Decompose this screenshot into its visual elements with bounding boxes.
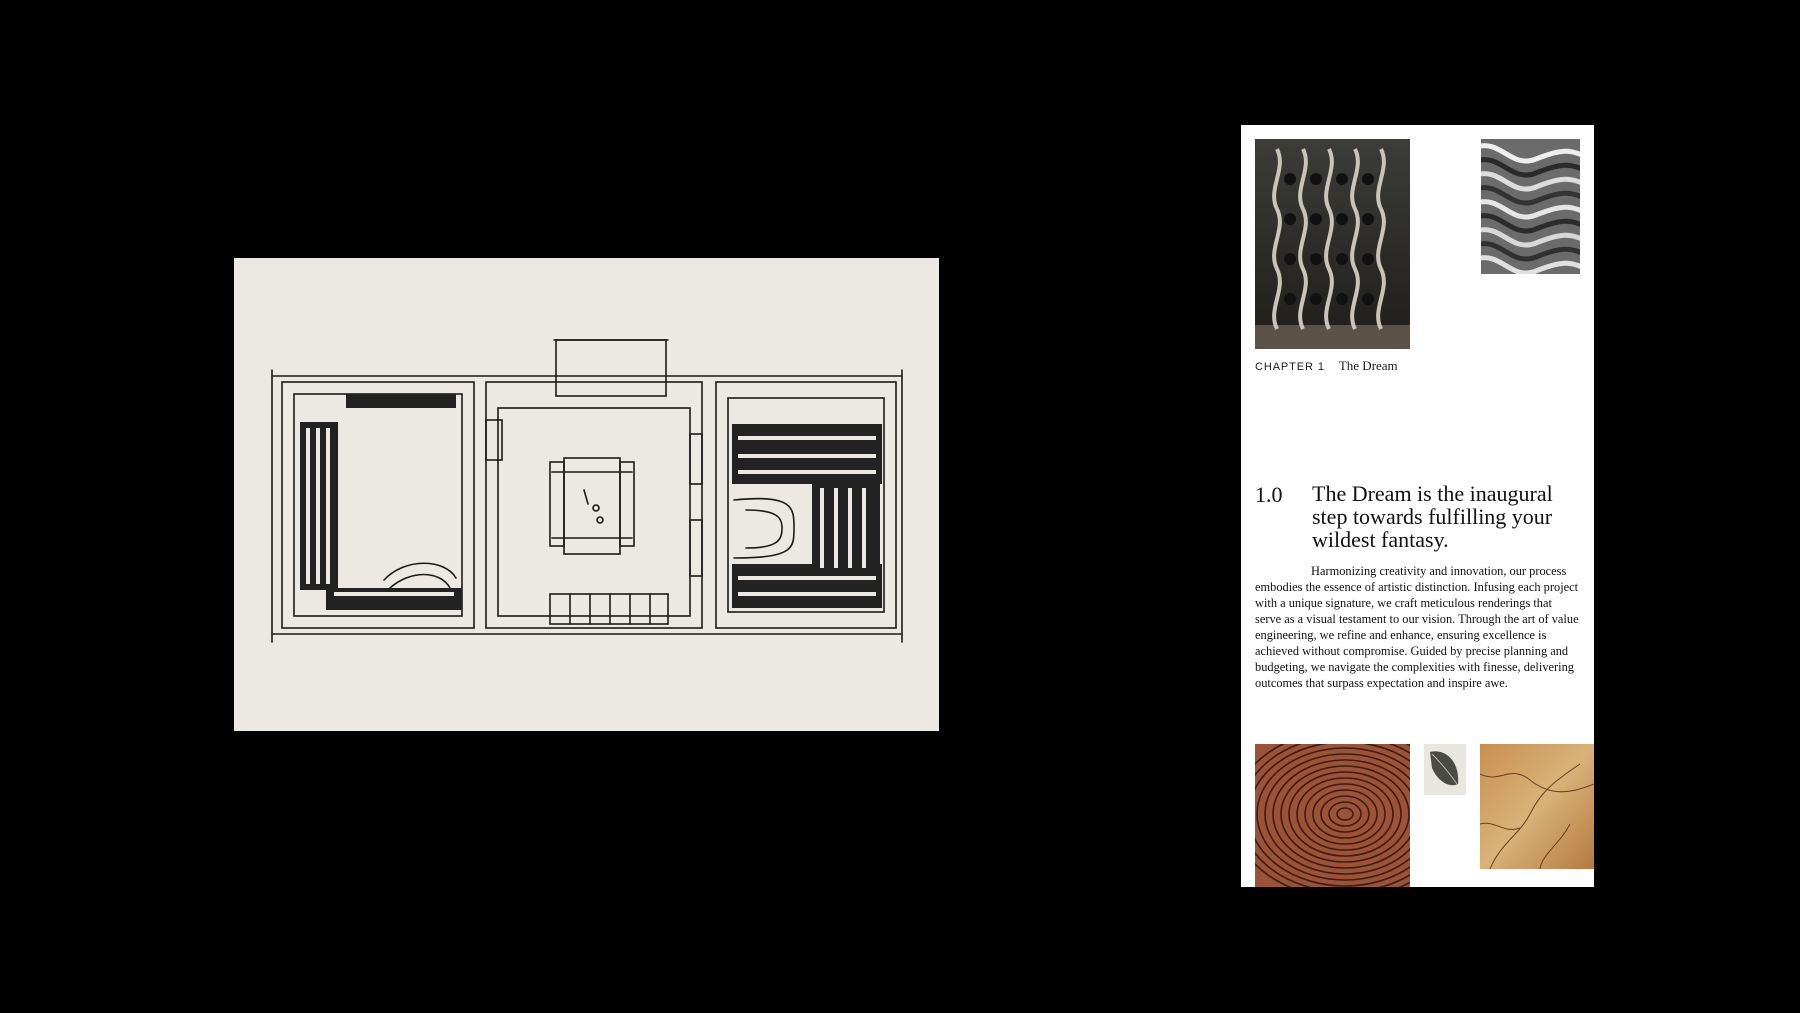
section-body: Harmonizing creativity and innovation, our process embodies the essence of artistic distinction. Infusing each project with a unique signature, we craft meticulous renderings that serve as a visual testament to our vision. Through the art of value engineering, we refine and enhance, ensuring excellence is achieved without compromise. Guided by precise planning and budgeting, we navigate the complexities with finesse, delivering outcomes that surpass expectation and inspire awe. bbox=[1255, 564, 1579, 690]
chapter-title: The Dream bbox=[1338, 358, 1398, 373]
floor-plan-drawing bbox=[234, 258, 939, 731]
wave-texture-photo bbox=[1481, 139, 1580, 274]
mobile-page[interactable] bbox=[1241, 125, 1594, 887]
floor-plan-sketch bbox=[234, 258, 939, 731]
chapter-heading bbox=[1255, 358, 1398, 374]
section-number: 1.0 bbox=[1255, 482, 1283, 507]
wine-rack-photo bbox=[1255, 139, 1410, 349]
marble-texture-photo bbox=[1480, 744, 1594, 869]
section-headline: The Dream is the inaugural step towards fulfilling your wildest fantasy. bbox=[1312, 481, 1553, 552]
leaf-photo bbox=[1424, 744, 1466, 795]
wood-rings-photo bbox=[1255, 744, 1410, 887]
chapter-label: CHAPTER 1 bbox=[1255, 361, 1325, 373]
